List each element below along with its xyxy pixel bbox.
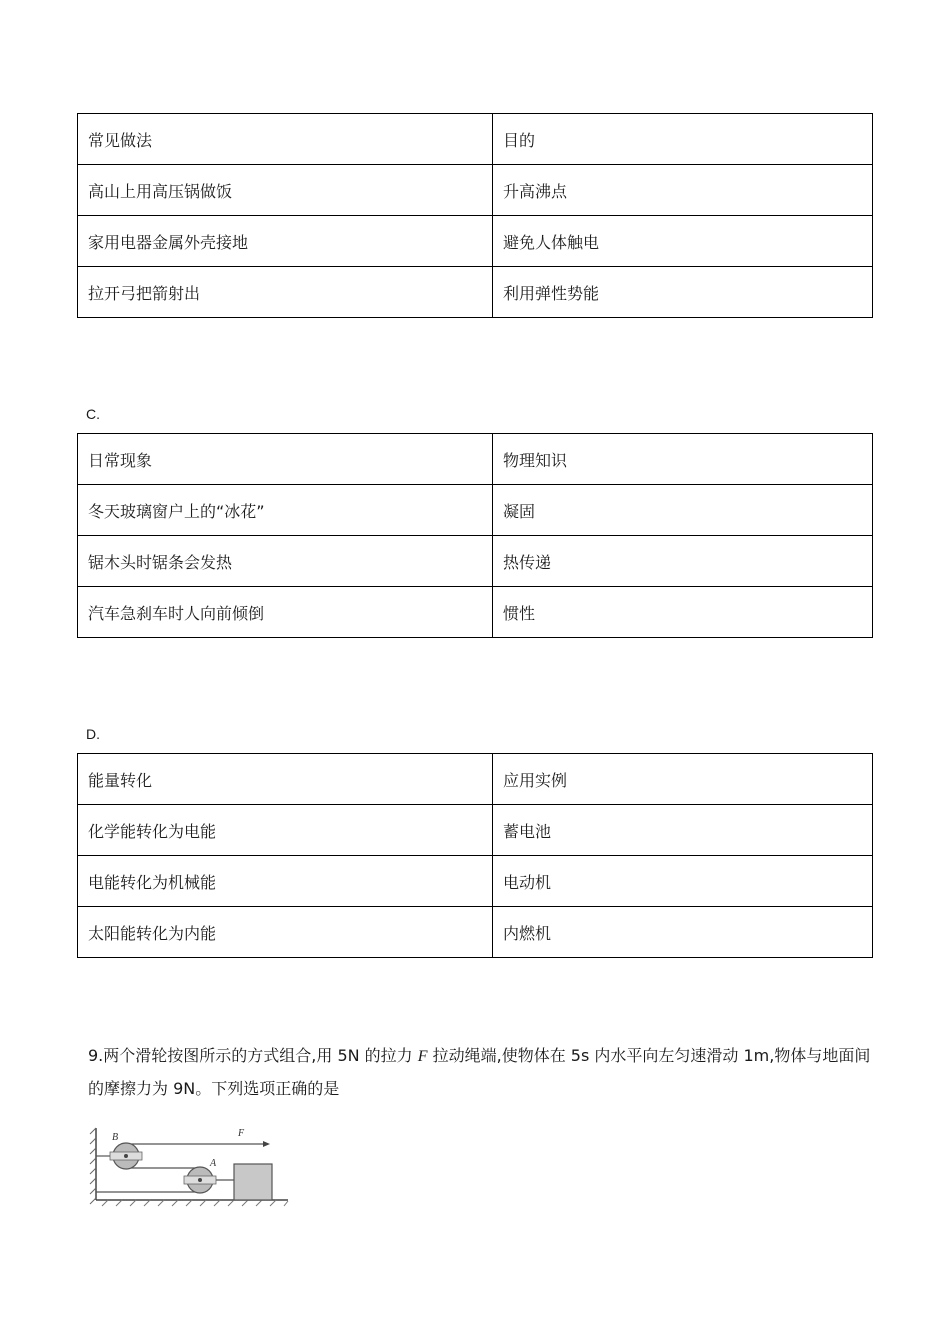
practice-purpose-table bbox=[77, 113, 873, 318]
table-header-cell: 能量转化 bbox=[78, 754, 493, 805]
question-text-part: 拉动绳端,使物体在 5s 内水平向左匀速滑动 1m,物体与地面间的摩擦力为 9N。下列选项正确的是 bbox=[88, 1046, 871, 1098]
table-cell: 避免人体触电 bbox=[493, 216, 873, 267]
table-cell: 锯木头时锯条会发热 bbox=[78, 536, 493, 587]
table-cell: 电能转化为机械能 bbox=[78, 856, 493, 907]
table-cell: 升高沸点 bbox=[493, 165, 873, 216]
table-row bbox=[78, 907, 873, 958]
table-header-cell: 物理知识 bbox=[493, 434, 873, 485]
table-header-cell: 目的 bbox=[493, 114, 873, 165]
sliding-block bbox=[234, 1164, 272, 1200]
table-cell: 凝固 bbox=[493, 485, 873, 536]
ground-hatching bbox=[102, 1200, 288, 1206]
question-9-text bbox=[88, 1040, 878, 1105]
table-cell: 蓄电池 bbox=[493, 805, 873, 856]
option-d-label: D. bbox=[86, 726, 100, 742]
table-cell: 家用电器金属外壳接地 bbox=[78, 216, 493, 267]
table-cell: 汽车急刹车时人向前倾倒 bbox=[78, 587, 493, 638]
table-cell: 太阳能转化为内能 bbox=[78, 907, 493, 958]
force-label: F bbox=[238, 1128, 245, 1139]
table-row bbox=[78, 485, 873, 536]
table-row bbox=[78, 536, 873, 587]
table-row bbox=[78, 216, 873, 267]
table-row bbox=[78, 856, 873, 907]
option-d-table bbox=[77, 753, 873, 958]
table-cell: 利用弹性势能 bbox=[493, 267, 873, 318]
table-row bbox=[78, 805, 873, 856]
table-cell: 高山上用高压锅做饭 bbox=[78, 165, 493, 216]
table-cell: 冬天玻璃窗户上的“冰花” bbox=[78, 485, 493, 536]
pulley-b-label: B bbox=[112, 1132, 119, 1143]
pulley-a-label: A bbox=[210, 1158, 217, 1169]
table-row bbox=[78, 587, 873, 638]
table-cell: 惯性 bbox=[493, 587, 873, 638]
table-cell: 热传递 bbox=[493, 536, 873, 587]
wall-hatching bbox=[90, 1128, 96, 1204]
table-cell: 拉开弓把箭射出 bbox=[78, 267, 493, 318]
pulley-a-axle bbox=[198, 1178, 202, 1182]
pulley-b-axle bbox=[124, 1154, 128, 1158]
table-header-row bbox=[78, 434, 873, 485]
question-text-part: 9.两个滑轮按图所示的方式组合,用 5N 的拉力 bbox=[88, 1046, 418, 1065]
table-header-row bbox=[78, 114, 873, 165]
pulley-diagram bbox=[88, 1120, 303, 1210]
option-c-table bbox=[77, 433, 873, 638]
table-row bbox=[78, 267, 873, 318]
table-cell: 内燃机 bbox=[493, 907, 873, 958]
table-header-row bbox=[78, 754, 873, 805]
option-c-label: C. bbox=[86, 406, 100, 422]
table-row bbox=[78, 165, 873, 216]
table-header-cell: 应用实例 bbox=[493, 754, 873, 805]
table-cell: 化学能转化为电能 bbox=[78, 805, 493, 856]
force-symbol: F bbox=[417, 1048, 428, 1065]
table-cell: 电动机 bbox=[493, 856, 873, 907]
table-header-cell: 常见做法 bbox=[78, 114, 493, 165]
force-arrow-head bbox=[263, 1141, 270, 1147]
table-header-cell: 日常现象 bbox=[78, 434, 493, 485]
